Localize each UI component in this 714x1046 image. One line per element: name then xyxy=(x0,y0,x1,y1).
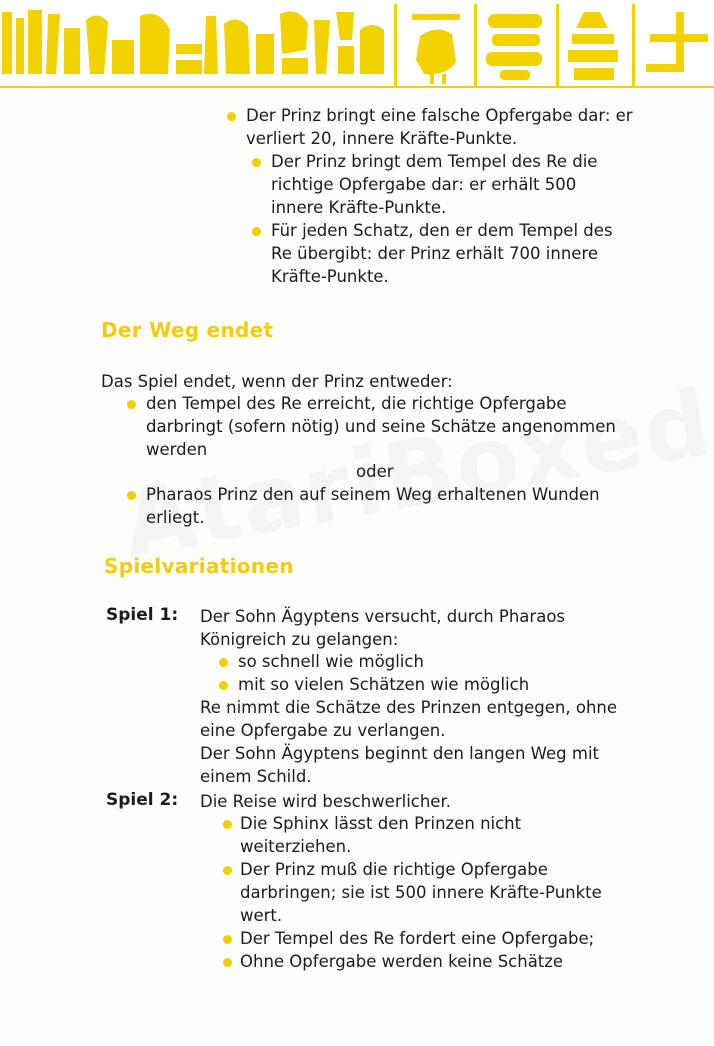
bullet-icon xyxy=(127,400,136,409)
offering-item-2: Der Prinz bringt dem Tempel des Re die richtige Opfergabe dar: er erhält 500 innere Kräfte-Punkte. xyxy=(271,152,598,217)
hieroglyph-banner-icon xyxy=(0,0,714,86)
end-intro: Das Spiel endet, wenn der Prinz entweder: xyxy=(101,372,453,391)
game2-intro: Die Reise wird beschwerlicher. xyxy=(200,792,451,811)
end-or: oder xyxy=(356,462,394,481)
offering-item-3: Für jeden Schatz, den er dem Tempel des Re übergibt: der Prinz erhält 700 innere Kräfte-Punkte. xyxy=(271,221,613,286)
bullet-icon xyxy=(127,491,136,500)
bullet-icon xyxy=(252,158,261,167)
game1-item-1: so schnell wie möglich xyxy=(238,652,424,671)
game1-text-2: Der Sohn Ägyptens beginnt den langen Weg mit einem Schild. xyxy=(200,744,599,786)
bullet-icon xyxy=(223,866,232,875)
game1-label: Spiel 1: xyxy=(106,605,179,625)
end-item-1: den Tempel des Re erreicht, die richtige Opfergabe darbringt (sofern nötig) und seine Schätze angenommen werden xyxy=(146,394,616,459)
bullet-icon xyxy=(227,112,236,121)
bullet-icon xyxy=(223,935,232,944)
game2-item-4: Ohne Opfergabe werden keine Schätze xyxy=(240,952,564,971)
section-heading-end: Der Weg endet xyxy=(101,318,274,342)
game2-label: Spiel 2: xyxy=(106,790,179,810)
game2-item-2: Der Prinz muß die richtige Opfergabe darbringen; sie ist 500 innere Kräfte-Punkte wert. xyxy=(240,860,602,925)
bullet-icon xyxy=(223,820,232,829)
bullet-icon xyxy=(252,227,261,236)
game2-item-1: Die Sphinx lässt den Prinzen nicht weiterziehen. xyxy=(240,814,522,856)
bullet-icon xyxy=(219,658,228,667)
section-heading-variations: Spielvariationen xyxy=(104,554,294,578)
game1-item-2: mit so vielen Schätzen wie möglich xyxy=(238,675,530,694)
offering-item-1: Der Prinz bringt eine falsche Opfergabe dar: er verliert 20, innere Kräfte-Punkte. xyxy=(246,106,633,148)
hieroglyph-banner xyxy=(0,0,714,88)
bullet-icon xyxy=(219,681,228,690)
game1-intro: Der Sohn Ägyptens versucht, durch Pharaos Königreich zu gelangen: xyxy=(200,607,566,649)
end-item-2: Pharaos Prinz den auf seinem Weg erhaltenen Wunden erliegt. xyxy=(146,485,600,527)
game1-text-1: Re nimmt die Schätze des Prinzen entgegen, ohne eine Opfergabe zu verlangen. xyxy=(200,698,618,740)
bullet-icon xyxy=(223,958,232,967)
game2-item-3: Der Tempel des Re fordert eine Opfergabe; xyxy=(240,929,595,948)
